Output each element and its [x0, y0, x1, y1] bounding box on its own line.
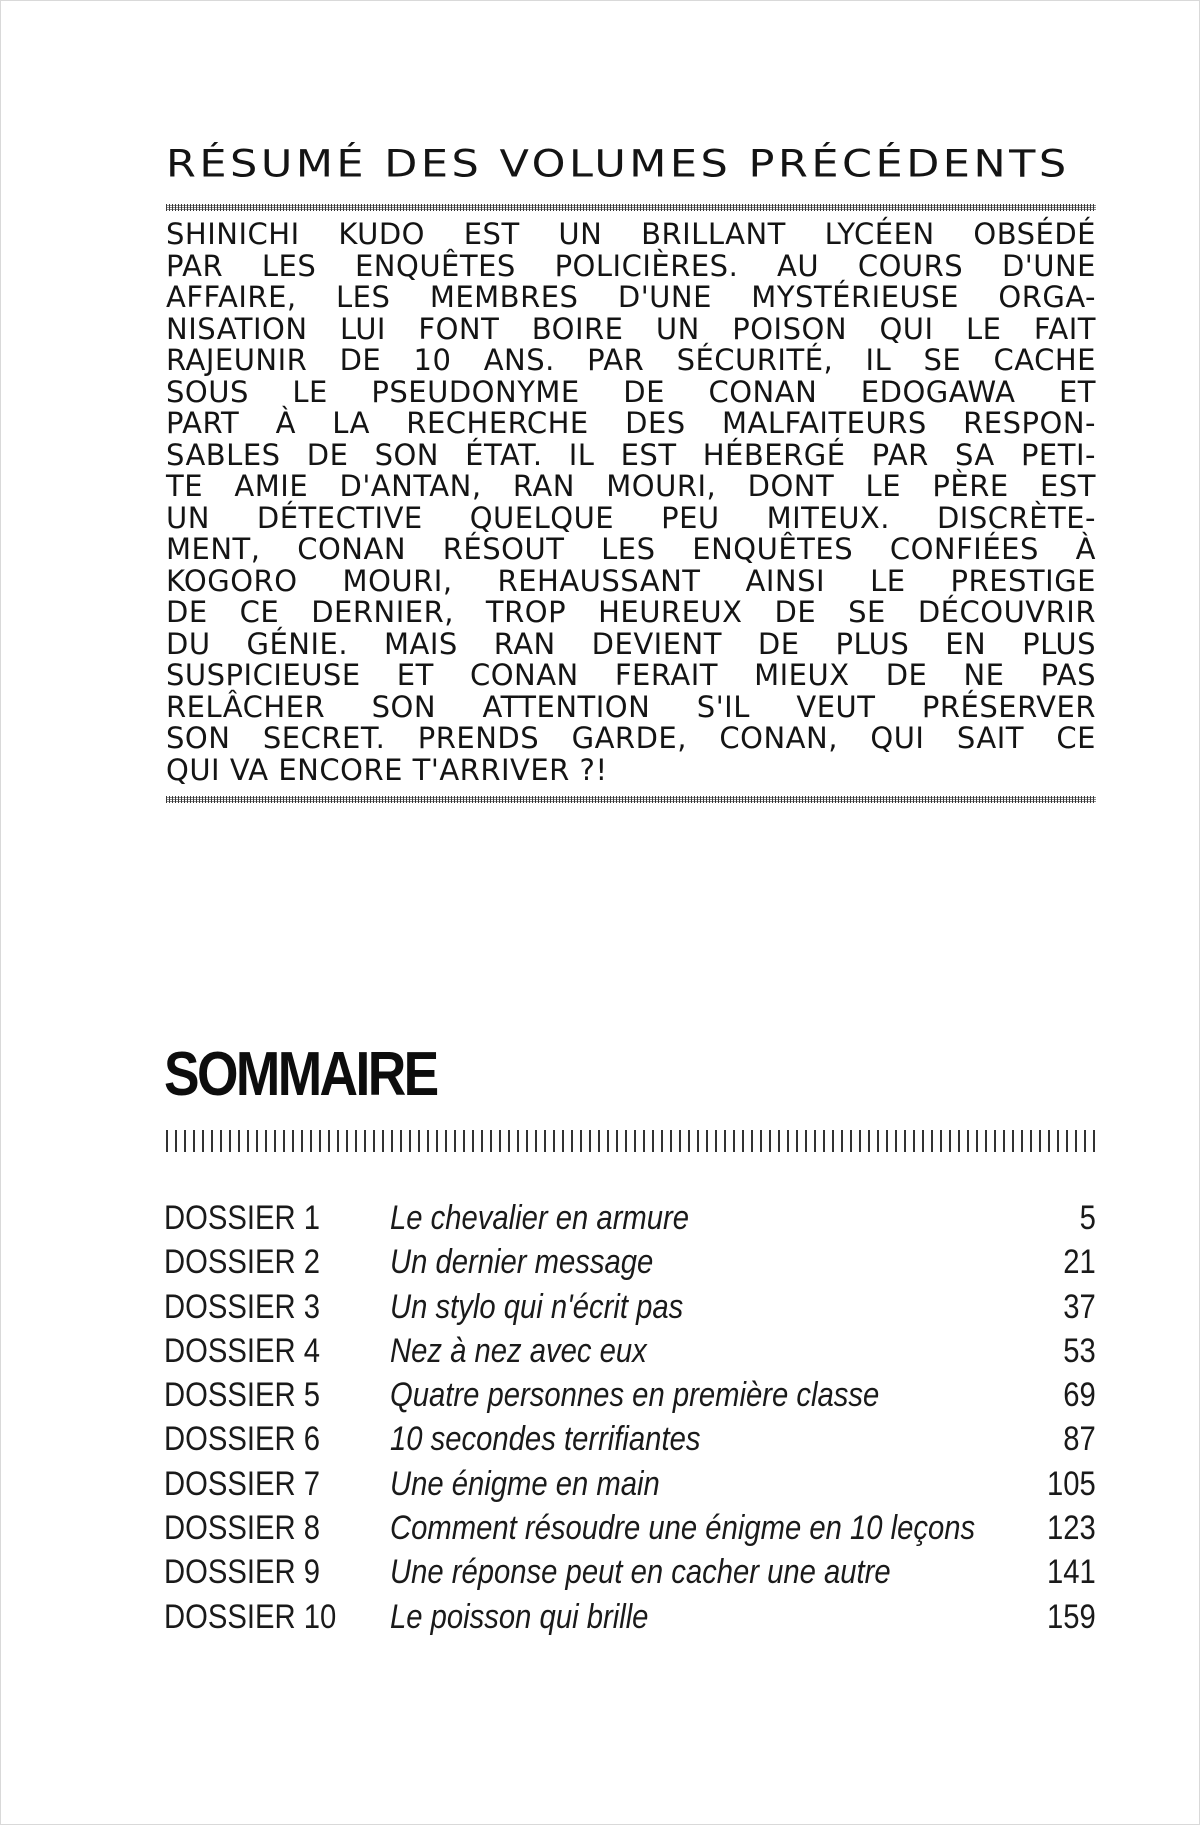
toc-title: SOMMAIRE [164, 1040, 437, 1109]
toc-page-number: 105 [1047, 1464, 1096, 1503]
summary-title: RÉSUMÉ DES VOLUMES PRÉCÉDENTS [166, 142, 1070, 186]
toc-chapter-title: Une énigme en main [390, 1464, 660, 1503]
summary-line: NISATION LUI FONT BOIRE UN POISON QUI LE FAIT [166, 311, 1096, 346]
summary-section [166, 142, 1096, 803]
toc-page-number: 37 [1063, 1287, 1096, 1326]
summary-line: SOUS LE PSEUDONYME DE CONAN EDOGAWA ET [166, 374, 1096, 409]
toc-dossier-label: DOSSIER 2 [164, 1243, 320, 1282]
summary-line: SON SECRET. PRENDS GARDE, CONAN, QUI SAIT CE [166, 721, 1096, 755]
summary-line: KOGORO MOURI, REHAUSSANT AINSI LE PRESTIGE [166, 563, 1096, 598]
summary-line: UN DÉTECTIVE QUELQUE PEU MITEUX. DISCRÈTE- [166, 500, 1096, 535]
toc-dossier-label: DOSSIER 5 [164, 1376, 320, 1415]
toc-entry [164, 1240, 1096, 1284]
toc-entry [164, 1462, 1096, 1506]
toc-page-number: 53 [1063, 1331, 1096, 1370]
summary-line: QUI VA ENCORE T'ARRIVER ?! [166, 752, 608, 787]
toc-page-number: 87 [1063, 1420, 1096, 1459]
toc-page-number: 5 [1079, 1199, 1096, 1237]
toc-page-number: 141 [1047, 1553, 1096, 1592]
toc-chapter-title: Comment résoudre une énigme en 10 leçons [390, 1509, 976, 1548]
toc-chapter-title: Un dernier message [390, 1243, 654, 1282]
toc-entry [164, 1506, 1096, 1550]
summary-text [166, 219, 1096, 786]
summary-line: AFFAIRE, LES MEMBRES D'UNE MYSTÉRIEUSE ORGA- [166, 280, 1096, 314]
toc-dossier-label: DOSSIER 10 [164, 1597, 337, 1636]
toc-entry [164, 1595, 1096, 1639]
toc-page-number: 69 [1063, 1376, 1096, 1415]
toc-dossier-label: DOSSIER 8 [164, 1509, 320, 1548]
toc-entry [164, 1329, 1096, 1373]
summary-line: SABLES DE SON ÉTAT. IL EST HÉBERGÉ PAR SA PETI- [166, 437, 1096, 472]
summary-line: SHINICHI KUDO EST UN BRILLANT LYCÉEN OBSÉDÉ [166, 217, 1096, 251]
toc-entry [164, 1550, 1096, 1594]
toc-entry [164, 1285, 1096, 1329]
toc-chapter-title: 10 secondes terrifiantes [390, 1420, 701, 1459]
summary-bottom-rule [166, 796, 1096, 803]
toc-tick-rule [166, 1130, 1096, 1152]
toc-entry [164, 1373, 1096, 1417]
summary-line: SUSPICIEUSE ET CONAN FERAIT MIEUX DE NE PAS [166, 658, 1096, 692]
toc-list [164, 1196, 1096, 1639]
toc-chapter-title: Une réponse peut en cacher une autre [390, 1553, 891, 1592]
toc-page-number: 159 [1047, 1597, 1096, 1636]
summary-line: PAR LES ENQUÊTES POLICIÈRES. AU COURS D'UNE [166, 248, 1096, 283]
summary-line: PART À LA RECHERCHE DES MALFAITEURS RESPON- [166, 406, 1096, 440]
toc-entry [164, 1417, 1096, 1461]
toc-chapter-title: Nez à nez avec eux [390, 1331, 647, 1370]
summary-line: DE CE DERNIER, TROP HEUREUX DE SE DÉCOUVRIR [166, 595, 1096, 629]
toc-chapter-title: Le chevalier en armure [390, 1199, 690, 1237]
summary-line: MENT, CONAN RÉSOUT LES ENQUÊTES CONFIÉES À [166, 532, 1096, 566]
toc-page-number: 21 [1063, 1243, 1096, 1282]
toc-page-number: 123 [1047, 1509, 1096, 1548]
toc-chapter-title: Quatre personnes en première classe [390, 1376, 880, 1415]
summary-line: RELÂCHER SON ATTENTION S'IL VEUT PRÉSERVER [166, 689, 1096, 724]
toc-dossier-label: DOSSIER 4 [164, 1331, 320, 1370]
toc-entry [164, 1196, 1096, 1240]
toc-chapter-title: Un stylo qui n'écrit pas [390, 1287, 684, 1326]
toc-dossier-label: DOSSIER 3 [164, 1287, 320, 1326]
toc-dossier-label: DOSSIER 6 [164, 1420, 320, 1459]
toc-chapter-title: Le poisson qui brille [390, 1597, 649, 1636]
summary-top-rule [166, 204, 1096, 211]
toc-dossier-label: DOSSIER 9 [164, 1553, 320, 1592]
summary-line: TE AMIE D'ANTAN, RAN MOURI, DONT LE PÈRE EST [166, 469, 1096, 503]
toc-dossier-label: DOSSIER 7 [164, 1464, 320, 1503]
summary-line: RAJEUNIR DE 10 ANS. PAR SÉCURITÉ, IL SE CACHE [166, 343, 1096, 377]
summary-line: DU GÉNIE. MAIS RAN DEVIENT DE PLUS EN PLUS [166, 626, 1096, 661]
toc-dossier-label: DOSSIER 1 [164, 1199, 320, 1237]
